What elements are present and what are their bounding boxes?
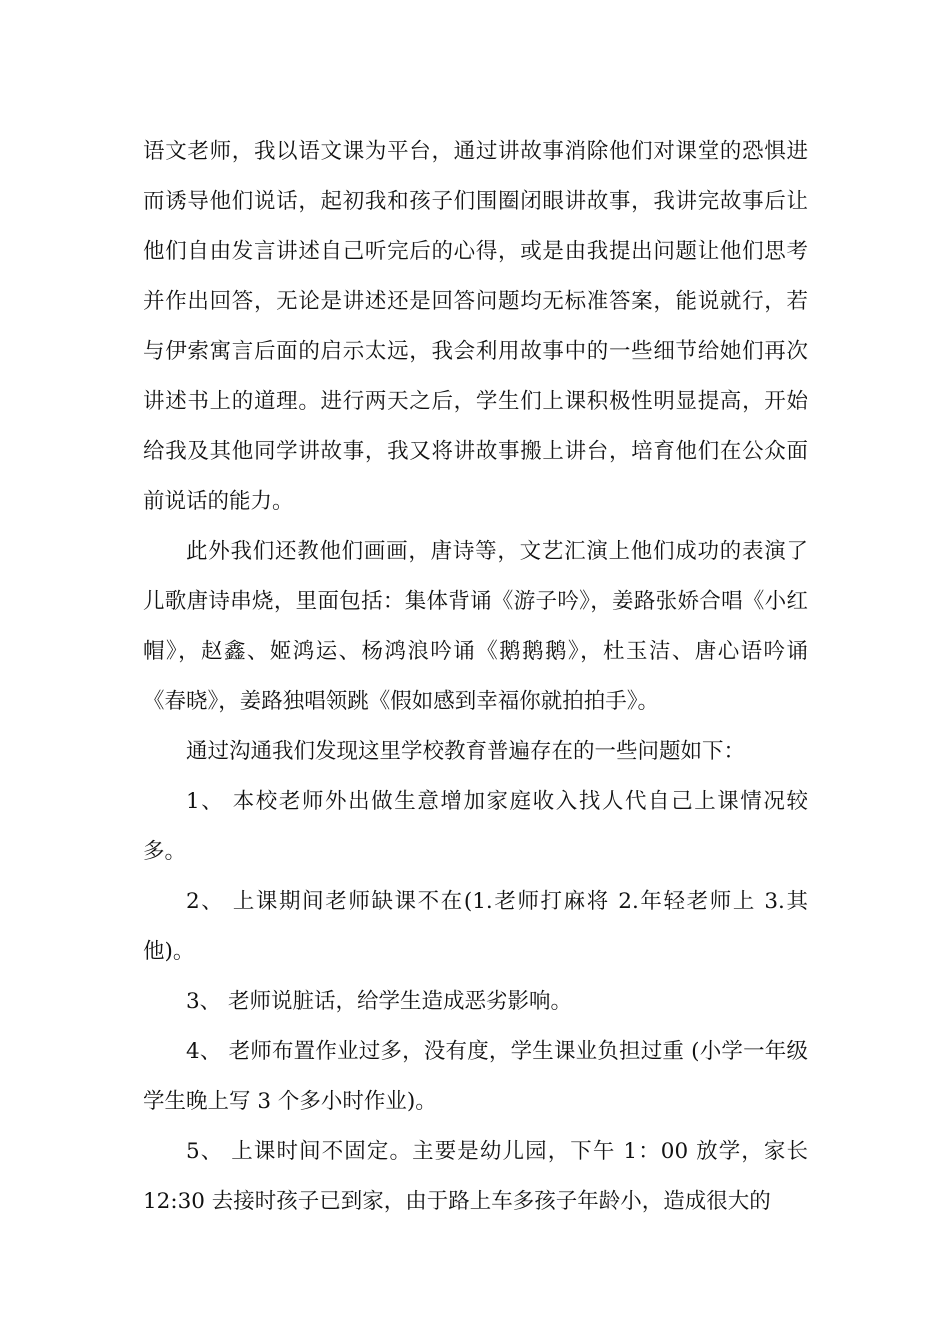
document-body [143,127,808,1227]
list-item-problem-1: 1、 本校老师外出做生意增加家庭收入找人代自己上课情况较多。 [143,789,808,864]
paragraph-problems-intro: 通过沟通我们发现这里学校教育普遍存在的一些问题如下： [186,739,746,764]
paragraph-performance: 此外我们还教他们画画，唐诗等，文艺汇演上他们成功的表演了儿歌唐诗串烧，里面包括：集体背诵《游子吟》，姜路张娇合唱《小红帽》，赵鑫、姬鸿运、杨鸿浪吟诵《鹅鹅鹅》，杜玉洁、唐心语吟诵《春晓》，姜路独唱领跳《假如感到幸福你就拍拍手》。 [143,539,808,714]
list-item-problem-5: 5、 上课时间不固定。主要是幼儿园，下午 1：00 放学，家长 12:30 去接时孩子已到家，由于路上车多孩子年龄小，造成很大的 [143,1139,808,1214]
list-item-problem-3: 3、 老师说脏话，给学生造成恶劣影响。 [186,989,573,1014]
paragraph-story-teaching: 语文老师，我以语文课为平台，通过讲故事消除他们对课堂的恐惧进而诱导他们说话，起初我和孩子们围圈闭眼讲故事，我讲完故事后让他们自由发言讲述自己听完后的心得，或是由我提出问题让他们思考并作出回答，无论是讲述还是回答问题均无标准答案，能说就行，若与伊索寓言后面的启示太远，我会利用故事中的一些细节给她们再次讲述书上的道理。进行两天之后，学生们上课积极性明显提高，开始给我及其他同学讲故事，我又将讲故事搬上讲台，培育他们在公众面前说话的能力。 [143,139,808,514]
list-item-problem-4: 4、 老师布置作业过多，没有度，学生课业负担过重 (小学一年级学生晚上写 3 个多小时作业)。 [143,1039,808,1114]
list-item-problem-2: 2、 上课期间老师缺课不在(1.老师打麻将 2.年轻老师上 3.其他)。 [143,889,808,964]
